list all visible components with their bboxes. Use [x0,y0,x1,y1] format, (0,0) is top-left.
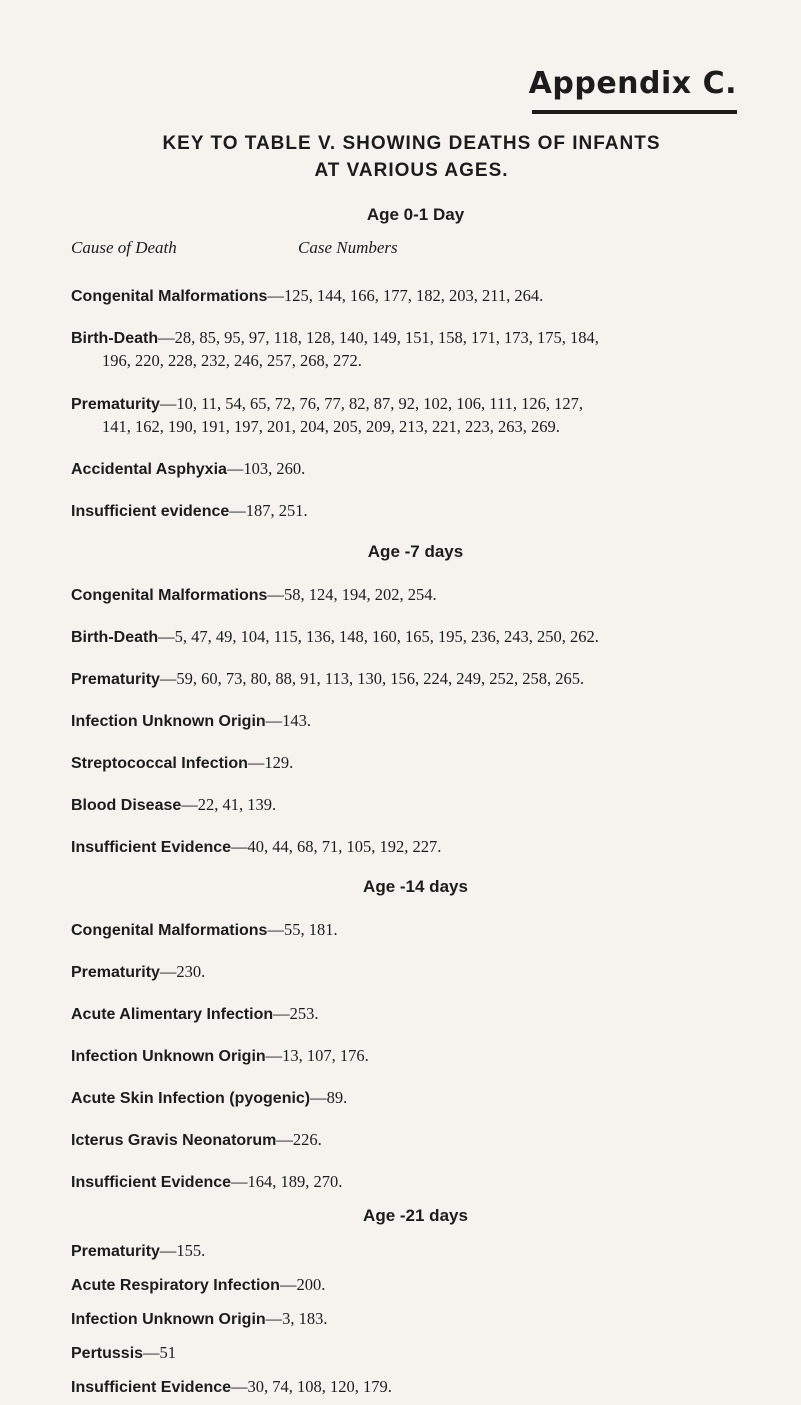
list-item [71,710,751,733]
list-item [71,1045,751,1068]
list-item [71,752,751,775]
cause-label: Congenital Malformations [71,587,268,604]
cause-label: Infection Unknown Origin [71,1048,266,1065]
case-numbers: —143. [265,711,312,730]
cause-label: Congenital Malformations [71,288,268,305]
age-heading-0-1-day: Age 0-1 Day [366,205,465,224]
appendix-title: Appendix C. [528,66,737,101]
cause-label: Icterus Gravis Neonatorum [71,1132,277,1149]
cause-label: Pertussis [71,1345,144,1362]
list-item [71,584,751,607]
cause-label: Blood Disease [71,797,182,814]
case-numbers: —59, 60, 73, 80, 88, 91, 113, 130, 156, 224, 249, 252, 258, 265. [159,669,585,688]
case-numbers-continued: 196, 220, 228, 232, 246, 257, 268, 272. [102,351,362,370]
case-numbers: —226. [276,1130,322,1149]
case-numbers: —58, 124, 194, 202, 254. [267,585,437,604]
age-heading-14-days: Age -14 days [363,877,468,896]
list-item [71,1342,751,1365]
cause-label: Prematurity [71,671,160,688]
age-heading-7-days: Age -7 days [367,542,464,561]
age-heading-21-days: Age -21 days [363,1206,468,1225]
cause-label: Acute Respiratory Infection [71,1277,280,1294]
list-item [71,1129,751,1152]
list-item [71,327,751,372]
list-item [71,1003,751,1026]
cause-label: Insufficient Evidence [71,839,232,856]
title-line-1: KEY TO TABLE V. SHOWING DEATHS OF INFANTS [162,133,661,154]
case-numbers: —125, 144, 166, 177, 182, 203, 211, 264. [267,286,544,305]
list-item [71,285,751,308]
case-numbers: —5, 47, 49, 104, 115, 136, 148, 160, 165, 195, 236, 243, 250, 262. [158,627,599,646]
case-numbers: —200. [279,1275,326,1294]
list-item [71,919,751,942]
case-numbers: —51 [143,1343,177,1362]
case-numbers: —13, 107, 176. [265,1046,369,1065]
list-item [71,1308,751,1331]
cause-label: Prematurity [71,396,160,413]
cause-label: Insufficient Evidence [71,1379,232,1396]
case-numbers: —230. [159,962,206,981]
list-item [71,668,751,691]
list-item [71,961,751,984]
case-numbers: —89. [310,1088,348,1107]
list-item [71,1376,751,1399]
list-item [71,794,751,817]
case-numbers: —253. [273,1004,319,1023]
column-header-cause: Cause of Death [71,238,177,257]
cause-label: Prematurity [71,1243,160,1260]
title-underline [532,110,737,114]
list-item [71,500,751,523]
cause-label: Prematurity [71,964,160,981]
cause-label: Acute Alimentary Infection [71,1006,274,1023]
cause-label: Birth-Death [71,330,159,347]
case-numbers: —164, 189, 270. [231,1172,343,1191]
case-numbers: —155. [159,1241,206,1260]
list-item [71,393,751,438]
list-item [71,1171,751,1194]
cause-label: Insufficient Evidence [71,1174,232,1191]
case-numbers: —103, 260. [226,459,306,478]
case-numbers: —40, 44, 68, 71, 105, 192, 227. [231,837,442,856]
case-numbers: —55, 181. [267,920,338,939]
document-title [0,130,801,184]
case-numbers: —187, 251. [229,501,308,520]
cause-label: Birth-Death [71,629,159,646]
list-item [71,1274,751,1297]
case-numbers: —129. [247,753,294,772]
cause-label: Accidental Asphyxia [71,461,227,478]
case-numbers: —22, 41, 139. [181,795,277,814]
cause-label: Acute Skin Infection (pyogenic) [71,1090,311,1107]
case-numbers-continued: 141, 162, 190, 191, 197, 201, 204, 205, 209, 213, 221, 223, 263, 269. [102,417,560,436]
cause-label: Infection Unknown Origin [71,713,266,730]
title-line-2: AT VARIOUS AGES. [314,160,509,181]
cause-label: Congenital Malformations [71,922,268,939]
list-item [71,1240,751,1263]
cause-label: Insufficient evidence [71,503,230,520]
case-numbers: —10, 11, 54, 65, 72, 76, 77, 82, 87, 92, 102, 106, 111, 126, 127, [159,394,583,413]
column-header-numbers: Case Numbers [298,238,398,257]
cause-label: Streptococcal Infection [71,755,248,772]
cause-label: Infection Unknown Origin [71,1311,266,1328]
list-item [71,836,751,859]
list-item [71,1087,751,1110]
list-item [71,458,751,481]
case-numbers: —30, 74, 108, 120, 179. [231,1377,392,1396]
case-numbers: —28, 85, 95, 97, 118, 128, 140, 149, 151, 158, 171, 173, 175, 184, [158,328,599,347]
case-numbers: —3, 183. [265,1309,328,1328]
list-item [71,626,751,649]
